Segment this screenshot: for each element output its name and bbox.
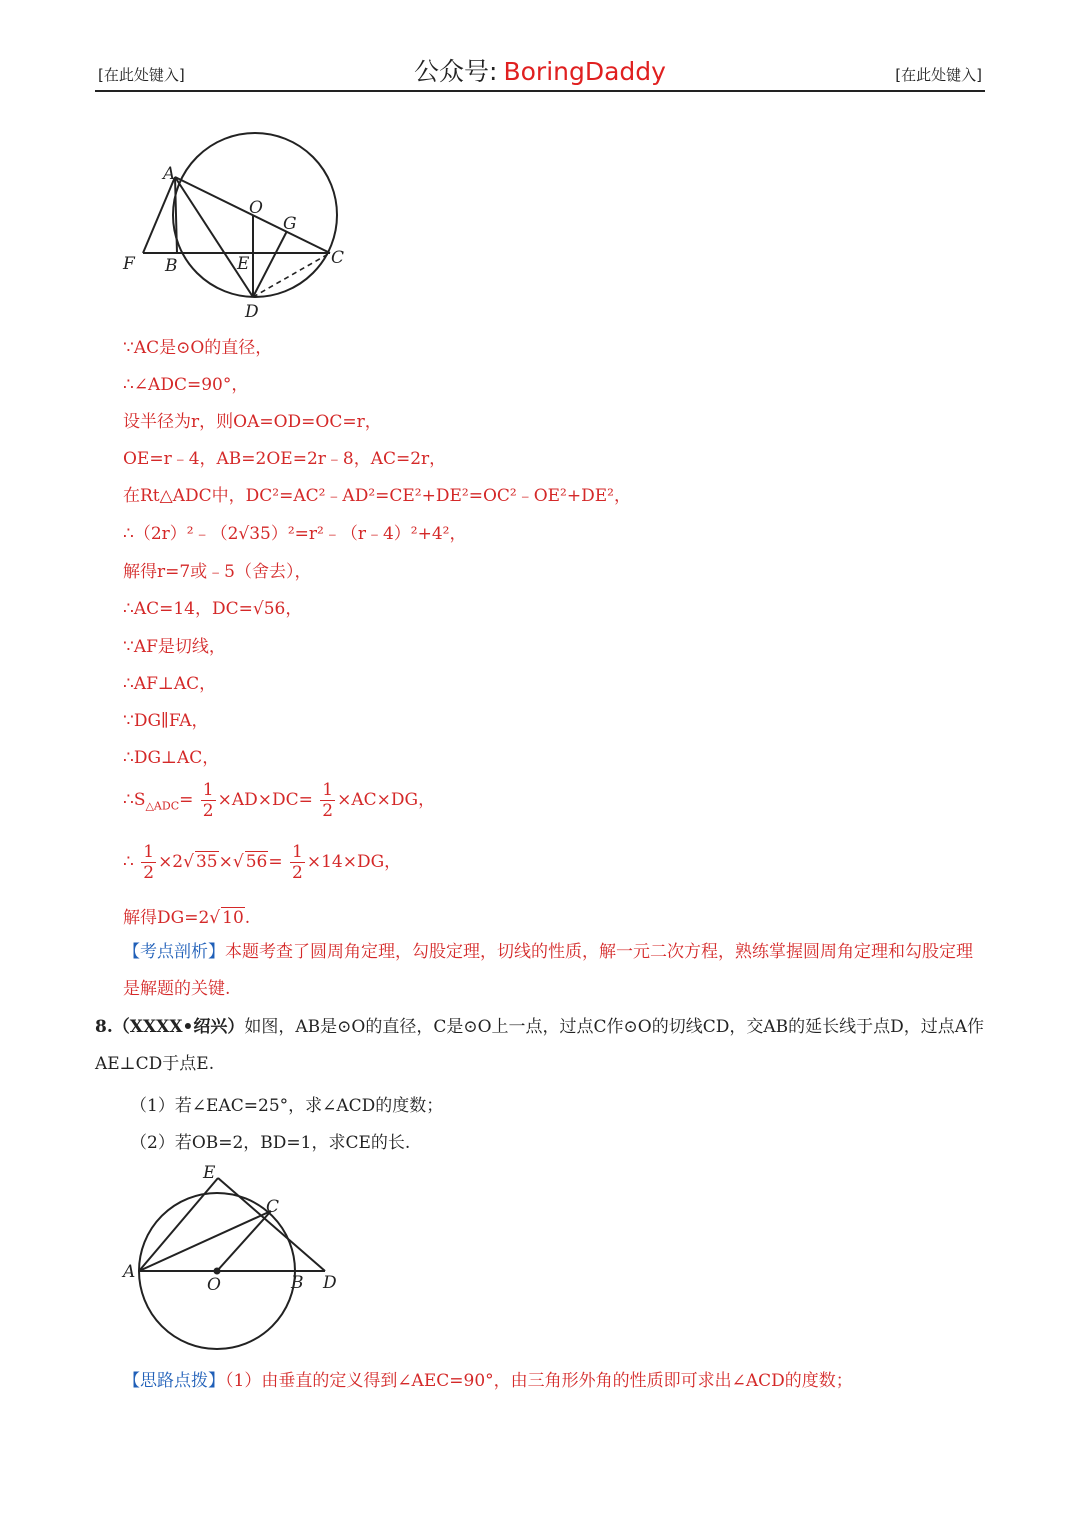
hint-tag: 【思路点拨】 bbox=[123, 1371, 225, 1391]
formula1-eq: = bbox=[179, 790, 194, 810]
header-left-placeholder: [在此处键入] bbox=[98, 66, 185, 84]
fraction-half: $\frac{1}{2}$ bbox=[143, 842, 155, 883]
question-1: （1）若∠EAC=25°，求∠ACD的度数； bbox=[130, 1096, 444, 1116]
segment-oc bbox=[217, 1211, 271, 1271]
solution-line-7: 解得r=7或﹣5（舍去）， bbox=[123, 562, 312, 582]
question-2: （2）若OB=2，BD=1，求CE的长. bbox=[130, 1133, 411, 1153]
formula1-prefix: ∴S bbox=[123, 790, 146, 810]
solution-line-6: ∴（2r）²﹣（2√35）²=r²﹣（r﹣4）²+4²， bbox=[123, 524, 467, 544]
label-b: B bbox=[291, 1273, 304, 1293]
label-o: O bbox=[207, 1275, 221, 1295]
figure-2 bbox=[115, 1160, 355, 1355]
sqrt-10: 10 bbox=[222, 908, 244, 928]
analysis-tag: 【考点剖析】 bbox=[123, 942, 225, 962]
header-label: 公众号: bbox=[414, 57, 498, 86]
label-c: C bbox=[266, 1197, 280, 1217]
segment-af bbox=[143, 177, 175, 253]
solution-line-2: ∴∠ADC=90°， bbox=[123, 375, 249, 395]
problem-8 bbox=[95, 1009, 985, 1083]
solution-line-8: ∴AC=14，DC=√56， bbox=[123, 599, 303, 619]
analysis-block bbox=[123, 934, 988, 1008]
fraction-half: $\frac{1}{2}$ bbox=[292, 842, 303, 883]
hint-text: （1）由垂直的定义得到∠AEC=90°，由三角形外角的性质即可求出∠ACD的度数； bbox=[225, 1371, 853, 1391]
label-f: F bbox=[123, 254, 135, 274]
label-a: A bbox=[163, 164, 176, 184]
result-end: . bbox=[244, 908, 251, 928]
formula2-part1a: ×2 bbox=[158, 852, 184, 872]
header-right-placeholder: [在此处键入] bbox=[895, 66, 982, 84]
solution-line-12: ∴DG⊥AC， bbox=[123, 748, 220, 768]
label-c: C bbox=[331, 248, 345, 268]
label-e: E bbox=[203, 1163, 216, 1183]
problem-source: （XXXX•绍兴） bbox=[112, 1017, 245, 1037]
solution-line-10: ∴AF⊥AC， bbox=[123, 674, 217, 694]
page-header bbox=[95, 48, 985, 92]
solution-line-5: 在Rt△ADC中，DC²=AC²﹣AD²=CE²+DE²=OC²﹣OE²+DE²， bbox=[123, 486, 631, 506]
formula1-part2: ×AC×DG， bbox=[337, 790, 436, 810]
label-o: O bbox=[249, 198, 263, 218]
formula-area bbox=[123, 780, 435, 821]
segment-ad bbox=[175, 177, 253, 297]
segment-ed bbox=[218, 1178, 325, 1271]
sqrt-35: 35 bbox=[195, 852, 218, 872]
fraction-half: $\frac{1}{2}$ bbox=[322, 780, 334, 821]
label-a: A bbox=[123, 1262, 136, 1282]
solution-line-9: ∵AF是切线， bbox=[123, 637, 226, 657]
sqrt-56: 56 bbox=[245, 852, 268, 872]
center-point-o bbox=[214, 1268, 221, 1275]
segment-ae bbox=[139, 1178, 218, 1271]
formula2-part1b: × bbox=[218, 852, 233, 872]
formula2-part2: ×14×DG， bbox=[306, 852, 402, 872]
label-b: B bbox=[165, 256, 178, 276]
figure-1 bbox=[115, 125, 365, 325]
formula-substitution: ∴ $\frac{1}{2}$ ×2√ 35×√ 56= $\frac{1}{2}$ ×14×DG， bbox=[123, 842, 402, 883]
result-text: 解得DG=2 bbox=[123, 908, 210, 928]
analysis-text: 本题考查了圆周角定理，勾股定理，切线的性质，解一元二次方程，熟练掌握圆周角定理和勾股定理是解题的关键. bbox=[123, 942, 973, 999]
solution-line-11: ∵DG∥FA， bbox=[123, 711, 209, 731]
label-g: G bbox=[283, 214, 297, 234]
label-e: E bbox=[237, 254, 250, 274]
formula2-part1c: = bbox=[268, 852, 283, 872]
label-d: D bbox=[245, 302, 259, 322]
solution-line-1: ∵AC是⊙O的直径， bbox=[123, 338, 273, 358]
solution-line-3: 设半径为r，则OA=OD=OC=r， bbox=[123, 412, 382, 432]
problem-number: 8. bbox=[95, 1017, 113, 1037]
formula1-sub: △ADC bbox=[145, 799, 180, 813]
formula2-prefix: ∴ bbox=[123, 852, 134, 872]
problem-text: 如图，AB是⊙O的直径，C是⊙O上一点，过点C作⊙O的切线CD，交AB的延长线于点D，过点A作AE⊥CD于点E. bbox=[95, 1017, 985, 1074]
hint-line bbox=[123, 1366, 853, 1391]
header-brand: BoringDaddy bbox=[503, 57, 666, 86]
formula1-part1: ×AD×DC= bbox=[217, 790, 313, 810]
result-line: 解得DG=2√ 10. bbox=[123, 908, 251, 928]
solution-line-4: OE=r﹣4，AB=2OE=2r﹣8，AC=2r， bbox=[123, 449, 447, 469]
fraction-half: $\frac{1}{2}$ bbox=[202, 780, 214, 821]
label-d: D bbox=[323, 1273, 337, 1293]
header-title bbox=[95, 52, 985, 88]
